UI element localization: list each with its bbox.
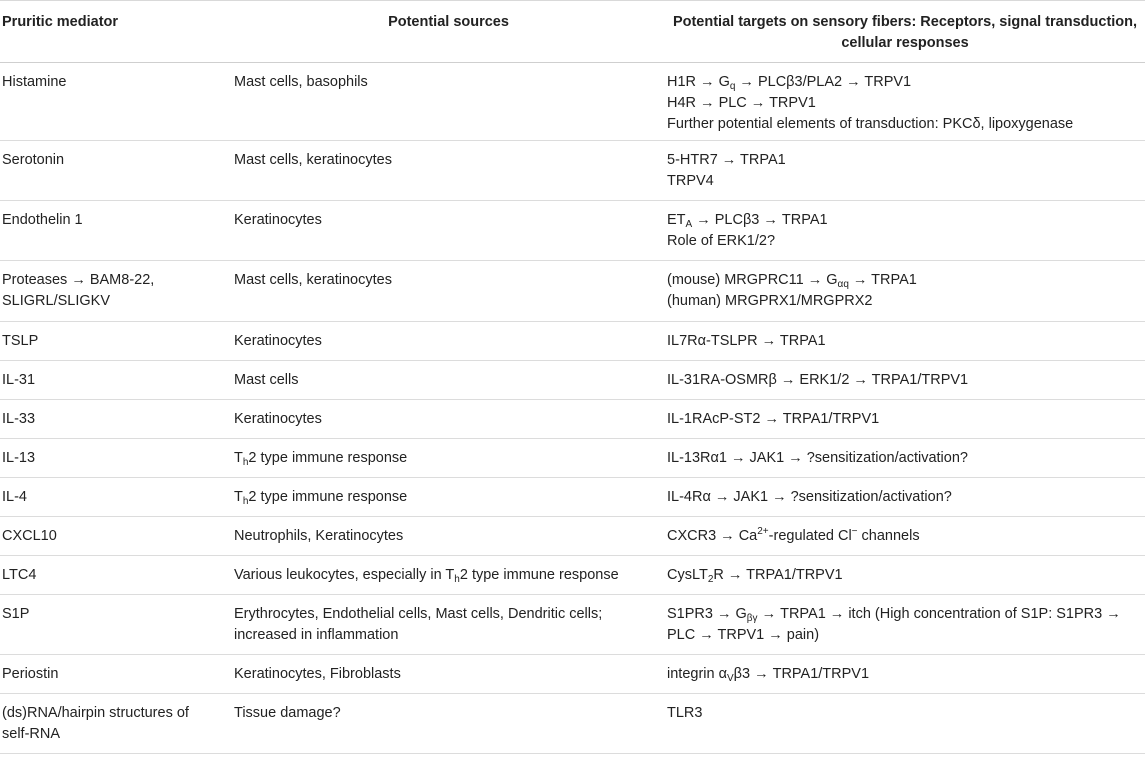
cell-targets xyxy=(665,439,1145,478)
text-part: CXCR3 → Ca xyxy=(667,528,758,544)
sources-line: Tissue damage? xyxy=(234,705,341,721)
text-part: TLR3 xyxy=(667,705,703,721)
sources-line: Mast cells, keratinocytes xyxy=(234,272,392,288)
cell-targets xyxy=(665,595,1145,655)
cell-mediator xyxy=(0,201,232,261)
subscript: βγ xyxy=(746,613,758,624)
subscript: h xyxy=(242,457,249,468)
header-row xyxy=(0,1,1145,63)
mediator-line: LTC4 xyxy=(2,567,37,583)
mediator-line: IL-31 xyxy=(2,372,36,388)
mediator-line: SLIGRL/SLIGKV xyxy=(2,293,110,309)
text-part: H4R → PLC → TRPV1 xyxy=(667,95,816,111)
mediator-line: Proteases → BAM8-22, xyxy=(2,272,155,288)
mediator-line: self-RNA xyxy=(2,726,61,742)
text-part: IL-1RAcP-ST2 → TRPA1/TRPV1 xyxy=(667,411,880,427)
mediator-line: IL-33 xyxy=(2,411,36,427)
table-row xyxy=(0,322,1145,361)
targets-line xyxy=(667,114,1143,135)
targets-line xyxy=(667,72,1143,93)
cell-targets xyxy=(665,517,1145,556)
table-row xyxy=(0,141,1145,201)
subscript: h xyxy=(454,574,460,585)
targets-line xyxy=(667,625,1143,646)
cell-targets xyxy=(665,400,1145,439)
text-part: T xyxy=(234,489,243,505)
targets-line xyxy=(667,703,1143,724)
sources-line: Mast cells, basophils xyxy=(234,74,368,90)
text-part: H1R → G xyxy=(667,74,730,90)
targets-line xyxy=(667,231,1143,252)
table-row xyxy=(0,439,1145,478)
text-part: (human) MRGPRX1/MRGPRX2 xyxy=(667,293,873,309)
text-part: (mouse) MRGPRC11 → G xyxy=(667,272,838,288)
table-row xyxy=(0,556,1145,595)
text-part: -regulated Cl xyxy=(768,528,852,544)
sources-line: Mast cells, keratinocytes xyxy=(234,152,392,168)
cell-sources xyxy=(232,439,665,478)
text-part: channels xyxy=(857,528,920,544)
text-part: → TRPA1 xyxy=(848,272,917,288)
table-row xyxy=(0,361,1145,400)
mediator-line: (ds)RNA/hairpin structures of xyxy=(2,705,189,721)
header-targets-line-2: signal transduction, cellular responses xyxy=(841,14,1138,51)
text-part: IL-4Rα → JAK1 → ?sensitization/activation? xyxy=(667,489,952,505)
text-part: 5-HTR7 → TRPA1 xyxy=(667,152,786,168)
cell-mediator xyxy=(0,141,232,201)
cell-mediator xyxy=(0,694,232,754)
subscript: 2 xyxy=(707,574,714,585)
cell-mediator xyxy=(0,517,232,556)
cell-targets xyxy=(665,361,1145,400)
table-row xyxy=(0,400,1145,439)
table-row xyxy=(0,201,1145,261)
text-part: T xyxy=(234,450,243,466)
targets-line xyxy=(667,565,1143,586)
mediator-line: Serotonin xyxy=(2,152,65,168)
cell-targets xyxy=(665,201,1145,261)
text-part: → PLCβ3/PLA2 → TRPV1 xyxy=(735,74,912,90)
header-mediator: Pruritic mediator xyxy=(0,1,232,63)
cell-mediator xyxy=(0,478,232,517)
text-part: Further potential elements of transduction: PKCδ, lipoxygenase xyxy=(667,116,1074,132)
text-part: ET xyxy=(667,212,686,228)
cell-targets xyxy=(665,556,1145,595)
cell-mediator xyxy=(0,595,232,655)
targets-line xyxy=(667,664,1143,685)
cell-targets xyxy=(665,63,1145,141)
cell-sources xyxy=(232,595,665,655)
targets-line xyxy=(667,93,1143,114)
targets-line xyxy=(667,448,1143,469)
cell-mediator xyxy=(0,322,232,361)
mediator-line: IL-13 xyxy=(2,450,36,466)
targets-line xyxy=(667,487,1143,508)
mediator-line: Histamine xyxy=(2,74,67,90)
targets-line xyxy=(667,210,1143,231)
sources-line: increased in inflammation xyxy=(234,627,399,643)
targets-line xyxy=(667,291,1143,312)
cell-sources xyxy=(232,322,665,361)
cell-sources xyxy=(232,478,665,517)
subscript: αq xyxy=(837,279,849,290)
table-row xyxy=(0,261,1145,322)
targets-line xyxy=(667,409,1143,430)
cell-mediator xyxy=(0,261,232,322)
text-part: R → TRPA1/TRPV1 xyxy=(713,567,843,583)
targets-line xyxy=(667,150,1143,171)
cell-targets xyxy=(665,694,1145,754)
mediator-line: Endothelin 1 xyxy=(2,212,83,228)
targets-line xyxy=(667,331,1143,352)
text-part: PLC → TRPV1 → pain) xyxy=(667,627,820,643)
text-part: TRPV4 xyxy=(667,173,714,189)
cell-mediator xyxy=(0,556,232,595)
header-targets xyxy=(665,1,1145,63)
sources-line: Keratinocytes xyxy=(234,212,322,228)
cell-sources xyxy=(232,556,665,595)
text-part: → TRPA1 → itch (High concentration of S1P: S1PR3 → xyxy=(757,606,1121,622)
targets-line xyxy=(667,171,1143,192)
table-row xyxy=(0,478,1145,517)
subscript: h xyxy=(242,496,249,507)
header-targets-line-1: Potential targets on sensory fibers: Receptors, xyxy=(672,14,996,30)
table-row xyxy=(0,517,1145,556)
subscript: A xyxy=(685,219,693,230)
text-part: IL-31RA-OSMRβ → ERK1/2 → TRPA1/TRPV1 xyxy=(667,372,969,388)
mediator-line: Periostin xyxy=(2,666,59,682)
cell-targets xyxy=(665,478,1145,517)
cell-mediator xyxy=(0,400,232,439)
subscript: V xyxy=(726,673,734,684)
superscript: − xyxy=(851,526,858,537)
mediator-line: IL-4 xyxy=(2,489,27,505)
sources-line xyxy=(234,448,663,469)
superscript: 2+ xyxy=(757,526,769,537)
subscript: q xyxy=(729,81,736,92)
cell-sources xyxy=(232,517,665,556)
table-row xyxy=(0,595,1145,655)
text-part: 2 type immune response xyxy=(248,450,408,466)
sources-line: Keratinocytes xyxy=(234,411,322,427)
text-part: integrin α xyxy=(667,666,727,682)
cell-mediator xyxy=(0,361,232,400)
cell-sources xyxy=(232,655,665,694)
mediator-line: TSLP xyxy=(2,333,39,349)
cell-sources xyxy=(232,694,665,754)
table-row xyxy=(0,655,1145,694)
targets-line xyxy=(667,604,1143,625)
text-part: 2 type immune response xyxy=(459,567,619,583)
text-part: β3 → TRPA1/TRPV1 xyxy=(733,666,870,682)
cell-targets xyxy=(665,655,1145,694)
cell-targets xyxy=(665,322,1145,361)
header-sources: Potential sources xyxy=(232,1,665,63)
table-row xyxy=(0,694,1145,754)
cell-sources xyxy=(232,261,665,322)
sources-line: Keratinocytes, Fibroblasts xyxy=(234,666,401,682)
table-header xyxy=(0,1,1145,63)
mediator-line: CXCL10 xyxy=(2,528,57,544)
text-part: 2 type immune response xyxy=(248,489,408,505)
text-part: IL7Rα-TSLPR → TRPA1 xyxy=(667,333,826,349)
table-row xyxy=(0,63,1145,141)
sources-line: Mast cells xyxy=(234,372,299,388)
sources-line: Erythrocytes, Endothelial cells, Mast cells, Dendritic cells; xyxy=(234,606,603,622)
targets-line xyxy=(667,526,1143,547)
sources-line: Keratinocytes xyxy=(234,333,322,349)
cell-sources xyxy=(232,201,665,261)
cell-sources xyxy=(232,141,665,201)
cell-mediator xyxy=(0,655,232,694)
cell-sources xyxy=(232,361,665,400)
mediator-line: S1P xyxy=(2,606,30,622)
sources-line: Neutrophils, Keratinocytes xyxy=(234,528,404,544)
text-part: Role of ERK1/2? xyxy=(667,233,776,249)
sources-line xyxy=(234,487,663,508)
text-part: IL-13Rα1 → JAK1 → ?sensitization/activation? xyxy=(667,450,968,466)
text-part: → PLCβ3 → TRPA1 xyxy=(692,212,828,228)
text-part: CysLT xyxy=(667,567,708,583)
cell-targets xyxy=(665,141,1145,201)
cell-mediator xyxy=(0,63,232,141)
table-body xyxy=(0,63,1145,754)
cell-sources xyxy=(232,400,665,439)
text-part: S1PR3 → G xyxy=(667,606,747,622)
targets-line xyxy=(667,370,1143,391)
cell-sources xyxy=(232,63,665,141)
sources-line xyxy=(234,565,663,586)
text-part: Various leukocytes, especially in T xyxy=(234,567,455,583)
targets-line xyxy=(667,270,1143,291)
cell-mediator xyxy=(0,439,232,478)
cell-targets xyxy=(665,261,1145,322)
